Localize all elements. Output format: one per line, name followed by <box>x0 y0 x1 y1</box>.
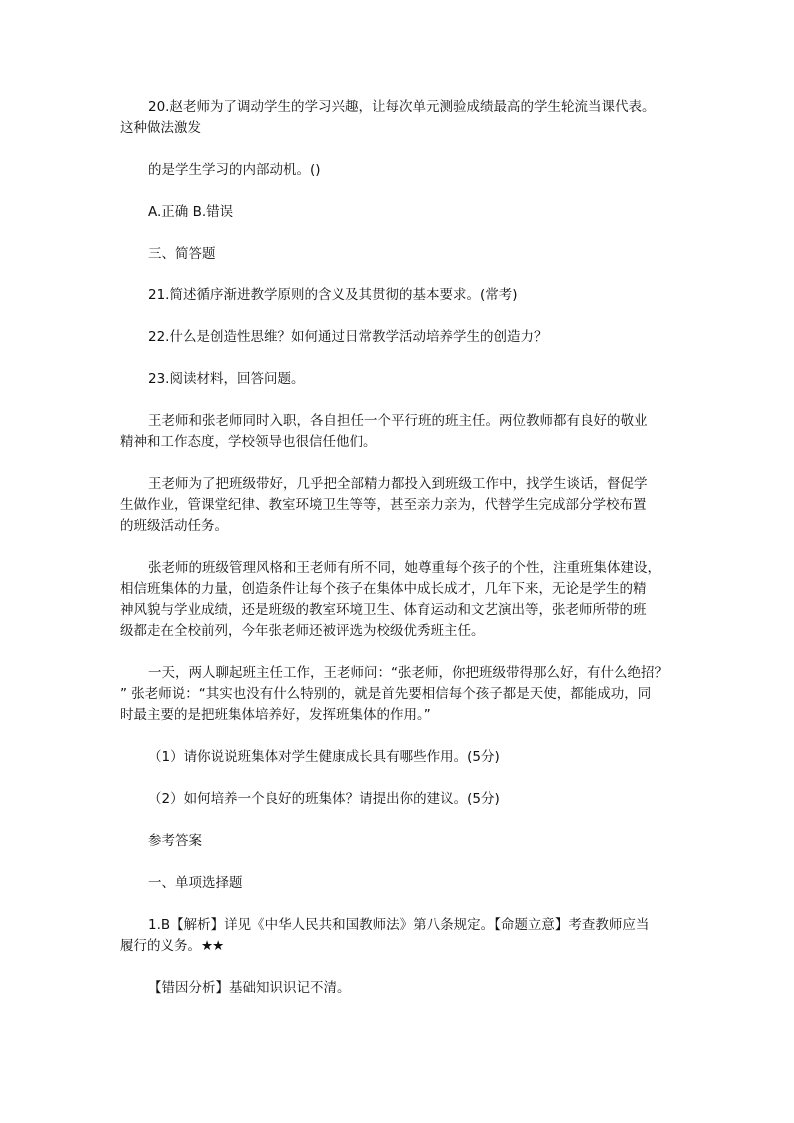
answer-1-line-2-text: 履行的义务。 <box>120 938 201 954</box>
material-2-line-1: 王老师为了把班级带好，几乎把全部精力都投入到班级工作中，找学生谈话，督促学 <box>148 476 648 492</box>
question-20-line-3: 的是学生学习的内部动机。() <box>148 162 321 178</box>
material-3-line-1: 张老师的班级管理风格和王老师有所不同，她尊重每个孩子的个性，注重班集体建设， <box>148 560 661 576</box>
sub-question-2: （2）如何培养一个良好的班集体？请提出你的建议。(5分) <box>148 791 500 807</box>
answer-1-line-1: 1.B【解析】详见《中华人民共和国教师法》第八条规定。【命题立意】考查教师应当 <box>148 917 650 933</box>
material-4-line-2: ” 张老师说：“其实也没有什么特别的，就是首先要相信每个孩子都是天使，都能成功，同 <box>120 686 652 702</box>
question-21: 21.简述循序渐进教学原则的含义及其贯彻的基本要求。(常考) <box>148 287 518 303</box>
material-4-line-1: 一天，两人聊起班主任工作，王老师问：“张老师，你把班级带得那么好，有什么绝招？ <box>148 665 668 681</box>
material-1-line-2: 精神和工作态度，学校领导也很信任他们。 <box>120 434 377 450</box>
question-20-line-2: 这种做法激发 <box>120 120 201 136</box>
sub-question-1: （1）请你说说班集体对学生健康成长具有哪些作用。(5分) <box>148 749 500 765</box>
question-22: 22.什么是创造性思维？如何通过日常教学活动培养学生的创造力？ <box>148 329 548 345</box>
star-rating-icon: ★★ <box>201 938 224 954</box>
material-3-line-4: 级都走在全校前列，今年张老师还被评选为校级优秀班主任。 <box>120 623 485 639</box>
question-23: 23.阅读材料，回答问题。 <box>148 371 305 387</box>
answer-1-error-analysis: 【错因分析】基础知识识记不清。 <box>148 980 351 996</box>
material-2-line-3: 的班级活动任务。 <box>120 518 228 534</box>
material-1-line-1: 王老师和张老师同时入职，各自担任一个平行班的班主任。两位教师都有良好的敬业 <box>148 413 648 429</box>
answers-title: 参考答案 <box>148 833 202 849</box>
question-20-options: A.正确 B.错误 <box>148 204 234 220</box>
question-20-line-1: 20.赵老师为了调动学生的学习兴趣，让每次单元测验成绩最高的学生轮流当课代表。 <box>148 99 656 115</box>
material-4-line-3: 时最主要的是把班集体培养好，发挥班集体的作用。” <box>120 707 431 723</box>
section-3-title: 三、简答题 <box>148 246 216 262</box>
material-3-line-2: 相信班集体的力量，创造条件让每个孩子在集体中成长成才，几年下来，无论是学生的精 <box>120 581 647 597</box>
section-1-title: 一、单项选择题 <box>148 875 243 891</box>
material-3-line-3: 神风貌与学业成绩，还是班级的教室环境卫生、体育运动和文艺演出等，张老师所带的班 <box>120 602 647 618</box>
answer-1-line-2 <box>120 936 223 957</box>
material-2-line-2: 生做作业，管课堂纪律、教室环境卫生等等，甚至亲力亲为，代替学生完成部分学校布置 <box>120 497 647 513</box>
